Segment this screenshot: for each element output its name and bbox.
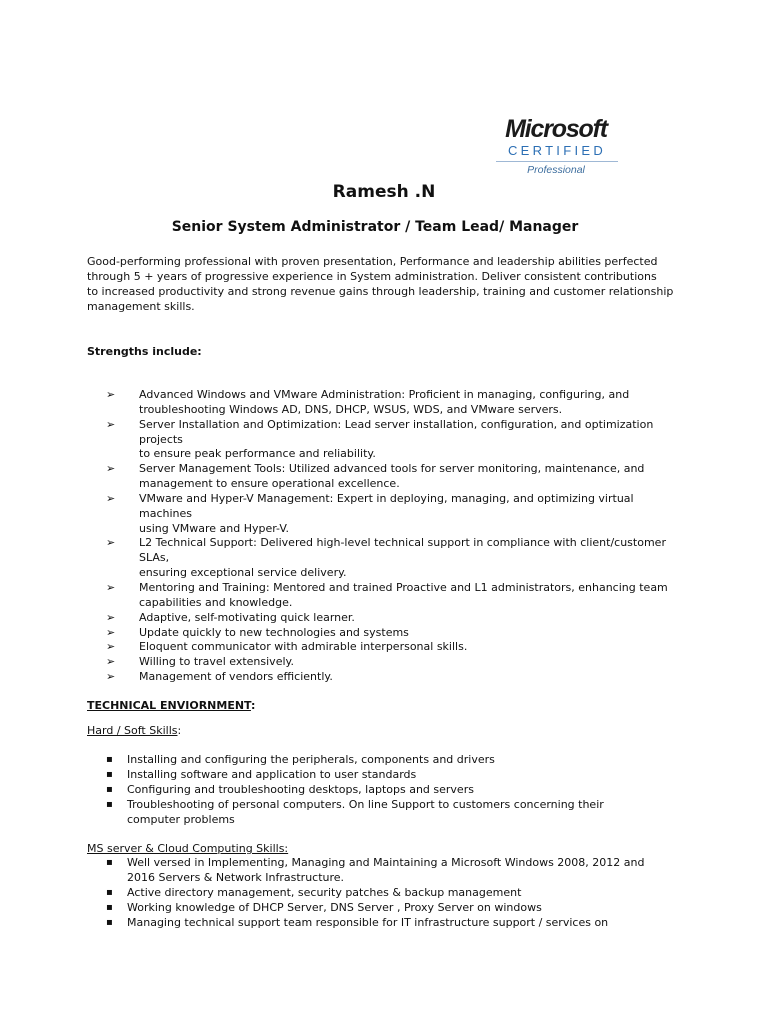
hard-soft-item [106,767,726,782]
hard-soft-item-text: Installing software and application to user standards [127,768,417,781]
bullet-marker-icon: ➢ [106,417,116,431]
strength-item-text: Willing to travel extensively. [139,655,294,669]
bullet-marker-icon: ▪ [106,769,113,780]
strengths-heading: Strengths include: [87,345,202,358]
ms-server-item [106,900,726,915]
hard-soft-item [106,797,726,827]
strength-item-text: Server Management Tools: Utilized advanced tools for server monitoring, maintenance, and [139,462,645,476]
bullet-marker-icon: ➢ [106,491,116,505]
logo-professional: Professional [527,164,585,176]
strength-item-text: to ensure peak performance and reliability. [139,447,376,461]
bullet-marker-icon: ▪ [106,887,113,898]
summary-paragraph [87,254,687,314]
logo-certified: CERTIFIED [507,143,607,158]
hard-soft-item [106,782,726,797]
bullet-marker-icon: ➢ [106,388,116,401]
strength-item [106,418,726,463]
strength-item-text: Server Installation and Optimization: Lead server installation, configuration, and optimization [139,417,654,431]
hard-soft-list [106,752,726,827]
ms-server-item-text: Working knowledge of DHCP Server, DNS Server , Proxy Server on windows [127,901,542,914]
hard-soft-heading-text: Hard / Soft Skills [87,724,178,737]
summary-line: to increased productivity and strong revenue gains through leadership, training and customer relationship [87,285,674,298]
ms-server-item [106,885,726,900]
strength-item-text: Advanced Windows and VMware Administration: Proficient in managing, configuring, and [139,388,630,401]
strength-item-text: Management of vendors efficiently. [139,670,333,684]
bullet-marker-icon: ➢ [106,462,116,476]
hard-soft-item [106,752,726,767]
strength-item-text: using VMware and Hyper-V. [139,521,289,535]
hard-soft-item-text: Configuring and troubleshooting desktops, laptops and servers [127,783,474,796]
job-title: Senior System Administrator / Team Lead/ Manager [171,219,579,235]
strength-item [106,462,726,492]
strength-item-text: Update quickly to new technologies and systems [139,625,409,639]
strength-item-text: capabilities and knowledge. [139,595,293,609]
bullet-marker-icon: ➢ [106,580,116,594]
technical-heading-suffix: : [250,699,256,712]
bullet-marker-icon: ➢ [106,536,116,550]
summary-line: Good-performing professional with proven presentation, Performance and leadership abilities perfected [87,255,658,268]
strength-item-text: troubleshooting Windows AD, DNS, DHCP, WSUS, WDS, and VMware servers. [139,402,563,416]
microsoft-certified-logo [494,116,618,182]
hard-soft-item-text: Installing and configuring the peripherals, components and drivers [127,753,495,766]
bullet-marker-icon: ▪ [106,902,113,913]
strength-item-text: Eloquent communicator with admirable interpersonal skills. [139,640,468,654]
strength-item [106,655,726,670]
bullet-marker-icon: ▪ [106,917,113,928]
summary-line: management skills. [87,300,195,313]
strength-item [106,640,726,655]
ms-server-list [106,855,726,930]
candidate-name: Ramesh .N [332,182,436,202]
hard-soft-heading [87,723,181,738]
bullet-marker-icon: ▪ [106,799,113,810]
strength-item-text: L2 Technical Support: Delivered high-level technical support in compliance with client/customer [139,536,666,550]
ms-server-item [106,855,726,885]
strength-item-text: Adaptive, self-motivating quick learner. [139,610,355,624]
strength-item [106,388,726,418]
ms-server-item-text: Active directory management, security patches & backup management [127,886,522,899]
strength-item-text: VMware and Hyper-V Management: Expert in deploying, managing, and optimizing virtual [139,491,634,505]
bullet-marker-icon: ➢ [106,640,116,654]
strength-item [106,492,726,537]
ms-server-heading: MS server & Cloud Computing Skills: [87,842,289,855]
bullet-marker-icon: ▪ [106,784,113,795]
strength-item-text: projects [139,432,183,446]
ms-server-item [106,915,726,930]
strength-item-text: management to ensure operational excellence. [139,477,400,491]
bullet-marker-icon: ▪ [106,754,113,765]
bullet-marker-icon: ➢ [106,670,116,684]
bullet-marker-icon: ➢ [106,610,116,624]
strength-item [106,536,726,581]
logo-brand: Microsoft [505,115,607,143]
bullet-marker-icon: ➢ [106,655,116,669]
technical-heading-text: TECHNICAL ENVIORNMENT [87,699,251,712]
strength-item [106,670,726,685]
strength-item-text: machines [139,506,193,520]
strength-item-text: SLAs, [139,551,170,565]
technical-heading [87,698,255,713]
strength-item [106,626,726,641]
bullet-marker-icon: ▪ [106,857,113,868]
ms-server-item-text: Well versed in Implementing, Managing and Maintaining a Microsoft Windows 2008, 2012 and [127,856,645,869]
summary-line: through 5 + years of progressive experience in System administration. Deliver consistent contributions [87,270,657,283]
strengths-list [106,388,726,685]
strength-item [106,611,726,626]
strength-item-text: ensuring exceptional service delivery. [139,566,347,580]
logo-divider [496,161,618,162]
hard-soft-heading-suffix: : [177,724,182,737]
strength-item-text: Mentoring and Training: Mentored and trained Proactive and L1 administrators, enhancing team [139,580,668,594]
strength-item [106,581,726,611]
ms-server-item-text: Managing technical support team responsible for IT infrastructure support / services on [127,916,609,929]
ms-server-item-text: 2016 Servers & Network Infrastructure. [127,871,345,884]
hard-soft-item-text: Troubleshooting of personal computers. On line Support to customers concerning their [127,798,604,811]
hard-soft-item-text: computer problems [127,813,235,826]
bullet-marker-icon: ➢ [106,625,116,639]
